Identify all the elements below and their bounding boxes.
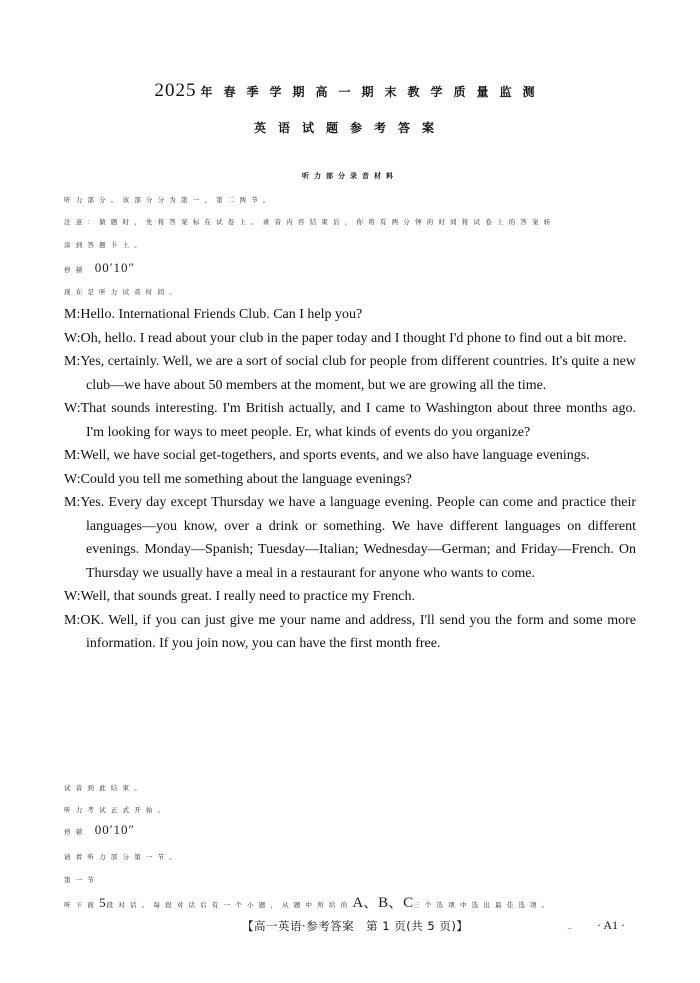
exam-year: 2025 xyxy=(154,80,197,101)
intro-line-2a: 注意：做题时，先将答案标在试卷上。录音内容结束后，你将有两分钟的时间将试卷上的答案转 xyxy=(64,218,556,226)
pause-time: 00′10″ xyxy=(94,822,135,837)
outro-line-1: 试音到此结束。 xyxy=(64,784,146,792)
footer-mark: .. xyxy=(567,922,573,931)
pause-time: 00′10″ xyxy=(94,260,135,275)
outro-line-5: 第一节 xyxy=(64,876,100,884)
dialogue-line: W:That sounds interesting. I'm British actually, and I came to Washington about three months ago. I'm looking for ways to meet people. Er, what kinds of events do you organize? xyxy=(64,401,636,440)
dialogue-line: M:Yes. Every day except Thursday we have a language evening. People can come and practice their languages—you know, over a drink or something. We have different languages on different evenings. Monday—Spanish; Tuesday—Italian; Wednesday—German; and Friday—French. On Thursday we usually have a meal in a restaurant for anyone who wants to come. xyxy=(64,495,636,581)
intro-line-2b: 涂到答题卡上。 xyxy=(64,241,146,249)
exam-title xyxy=(0,80,700,102)
outro-pause xyxy=(64,822,135,838)
section-title: 听力部分录音材料 xyxy=(302,171,398,180)
exam-title-text: 年春季学期高一期末教学质量监测 xyxy=(200,85,546,99)
dialogue-line: W:Well, that sounds great. I really need to practice my French. xyxy=(64,589,415,604)
dialogue-line: M:Well, we have social get-togethers, and sports events, and we also have language evenings. xyxy=(64,448,590,463)
intro-pause xyxy=(64,260,135,276)
dialogue-line: M:Yes, certainly. Well, we are a sort of social club for people from different countries. It's quite a new club—we have about 50 members at the moment, but we are growing all the time. xyxy=(64,354,636,393)
dialogue-line: W:Could you tell me something about the language evenings? xyxy=(64,471,412,487)
footer-page-info: 【高一英语·参考答案 第 1 页(共 5 页)】 xyxy=(242,919,469,933)
dialogue-line: W:Oh, hello. I read about your club in the paper today and I thought I'd phone to find out a bit more. xyxy=(64,330,627,346)
outro-line-2: 听力考试正式开始。 xyxy=(64,806,170,814)
outro-line-6: 听下面5段对话。每段对话后有一个小题，从题中所给的A、B、C三个选项中选出最佳选项。 xyxy=(64,895,554,911)
pause-label: 停顿 xyxy=(64,266,88,274)
pause-label: 停顿 xyxy=(64,828,88,836)
dialogue-line: M:Hello. International Friends Club. Can I help you? xyxy=(64,307,363,322)
exam-subtitle: 英语试题参考答案 xyxy=(253,121,446,135)
footer-code: · A1 · xyxy=(597,918,625,932)
intro-line-4: 现在是听力试音时间。 xyxy=(64,288,181,296)
dialogue-line: M:OK. Well, if you can just give me your name and address, I'll send you the form and some more information. If you join now, you can have the first month free. xyxy=(64,612,636,651)
dialogue xyxy=(64,303,636,656)
outro-line-4: 请看听力部分第一节。 xyxy=(64,853,181,861)
intro-line-1: 听力部分。该部分分为第一、第二两节。 xyxy=(64,196,275,204)
